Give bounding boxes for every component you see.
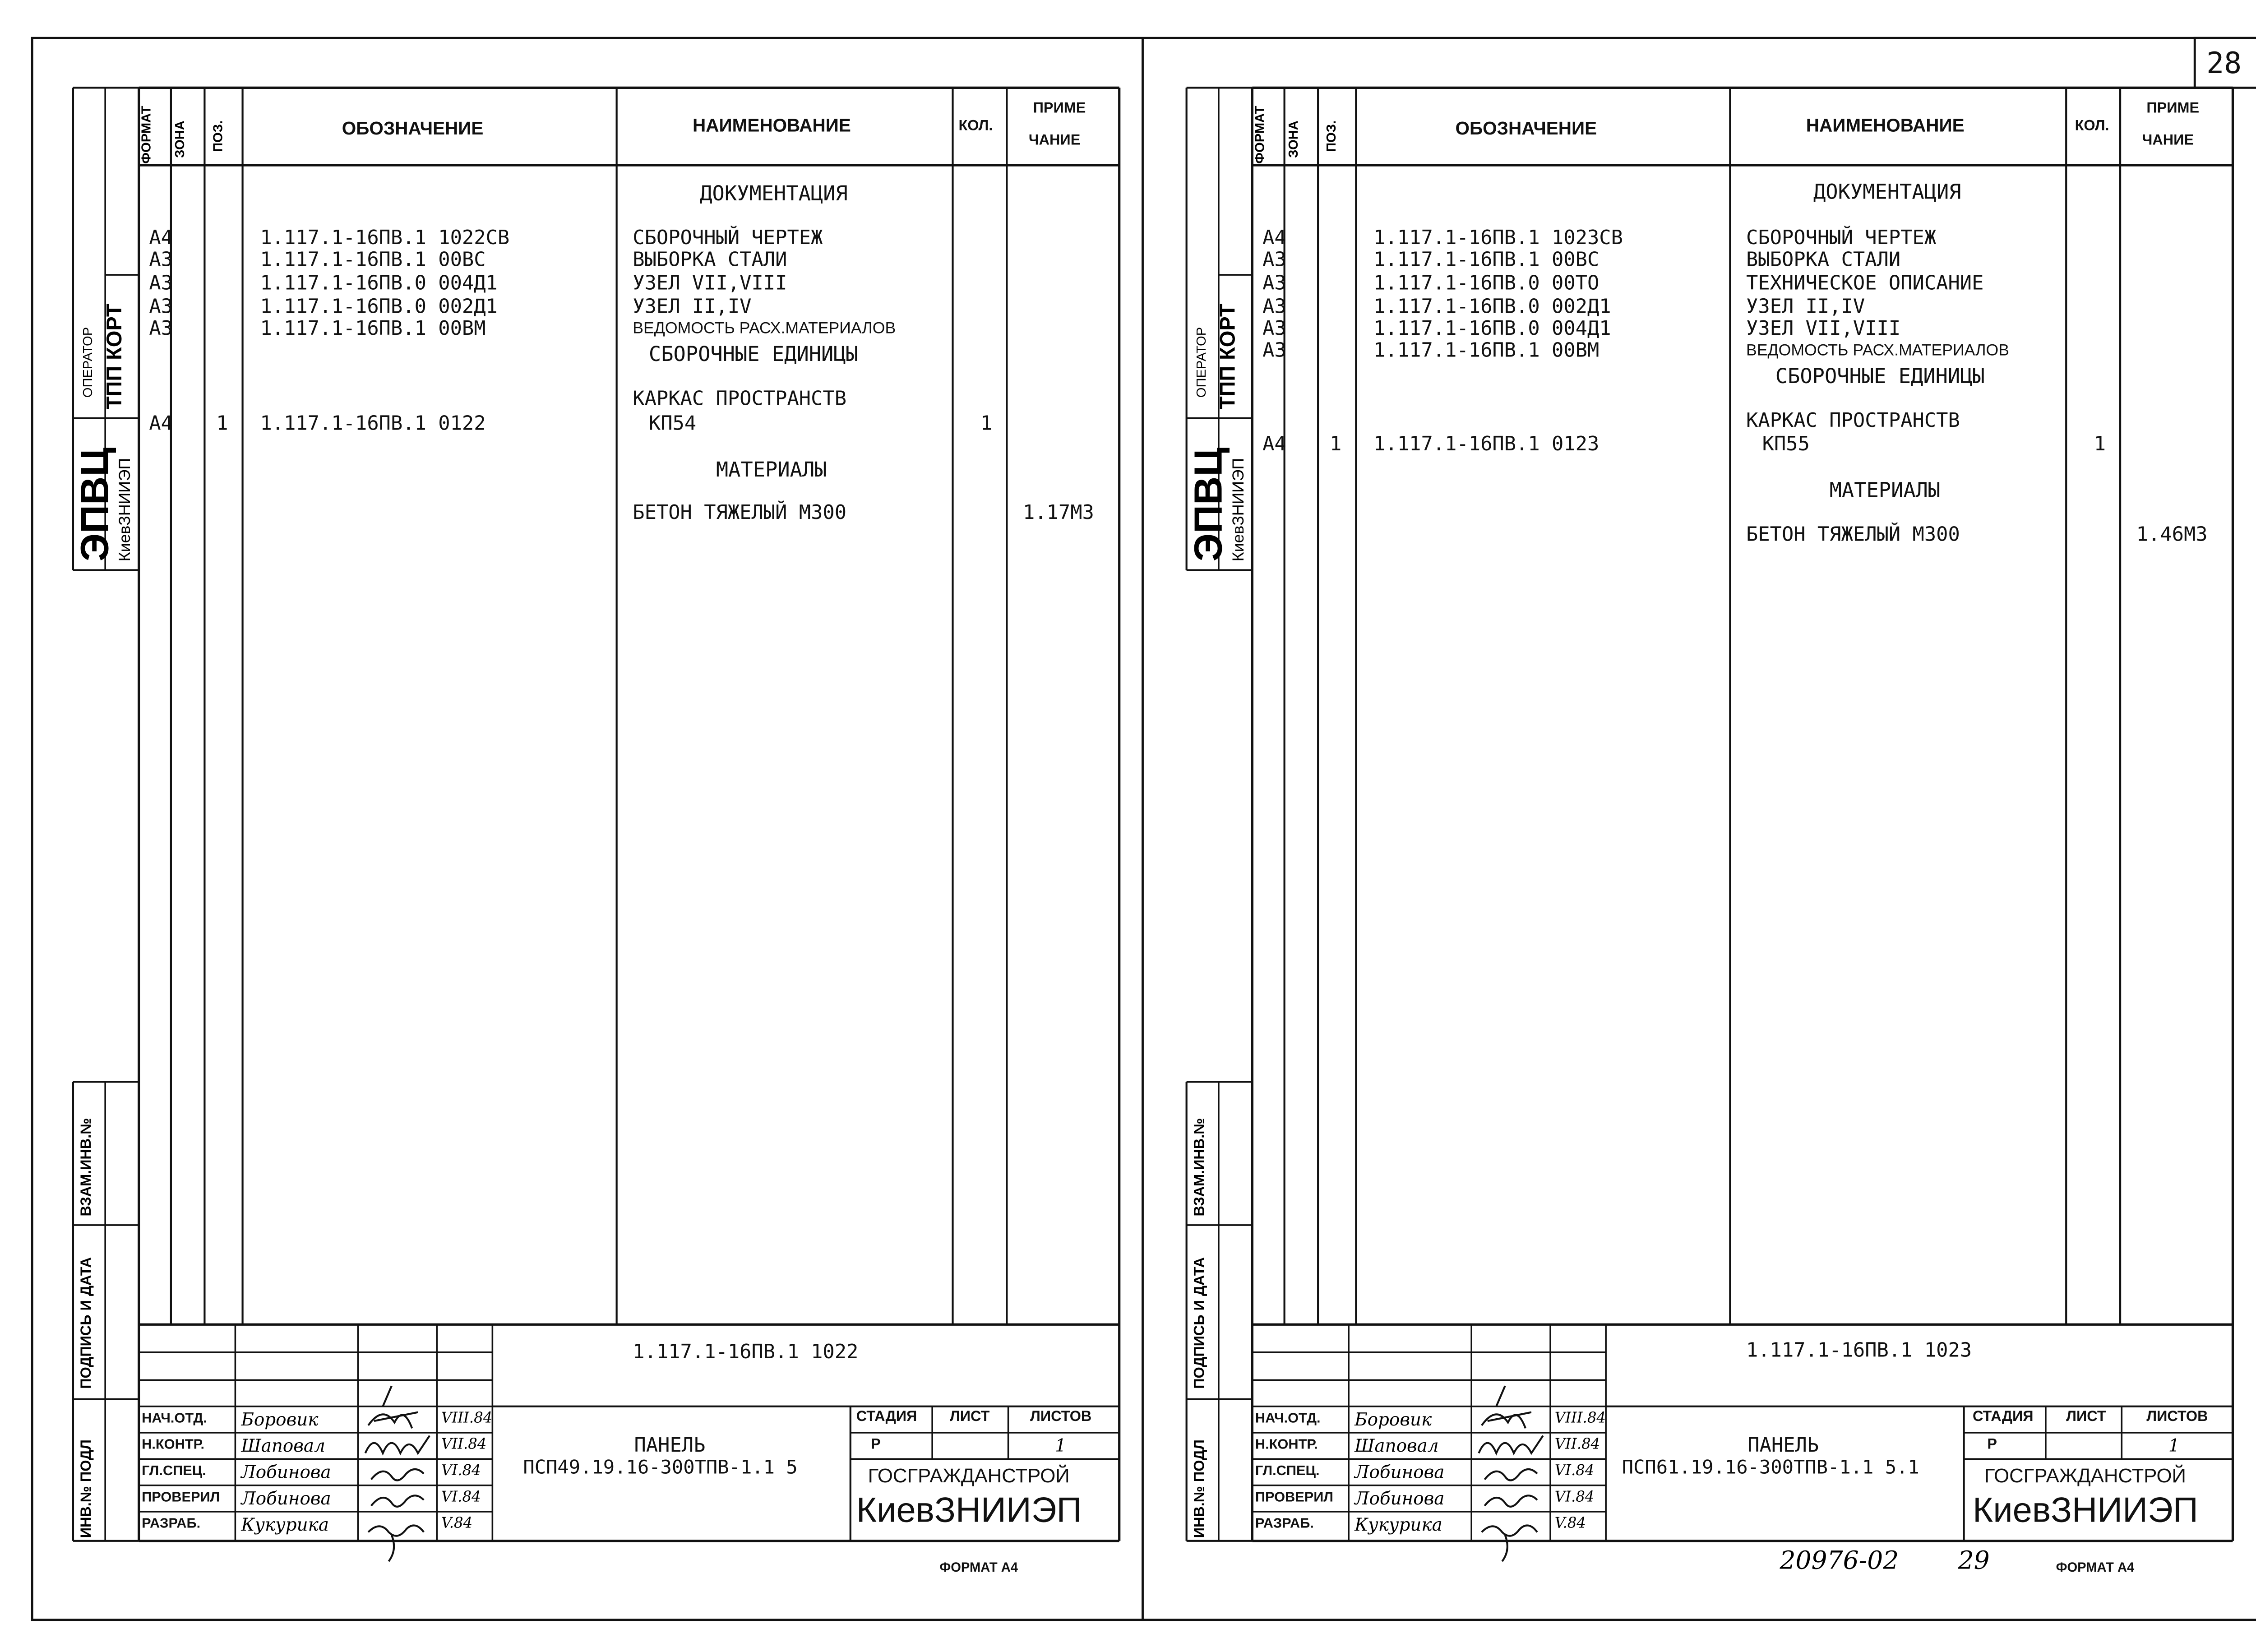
person-name: Шаповал — [1355, 1435, 1439, 1456]
doc-name: СБОРОЧНЫЙ ЧЕРТЕЖ — [1746, 227, 1937, 250]
header-designation: ОБОЗНАЧЕНИЕ — [1455, 118, 1597, 139]
doc-designation: 1.117.1-16ПВ.1 00ВМ — [1373, 339, 1600, 363]
sidebar-inv-podl: ИНВ.№ ПОДЛ — [79, 1439, 95, 1538]
doc-designation: 1.117.1-16ПВ.0 002Д1 — [260, 295, 498, 319]
sign-date: VII.84 — [1554, 1437, 1600, 1453]
header-zone: ЗОНА — [172, 120, 187, 158]
titleblock-name-1: ПАНЕЛЬ — [634, 1434, 706, 1458]
doc-name: СБОРОЧНЫЙ ЧЕРТЕЖ — [633, 227, 823, 250]
doc-format: А3 — [149, 295, 173, 319]
doc-name: ВЫБОРКА СТАЛИ — [1746, 248, 1901, 272]
doc-designation: 1.117.1-16ПВ.1 00ВМ — [260, 317, 486, 341]
person-name: Кукурика — [1355, 1514, 1442, 1535]
sidebar-inv-podl: ИНВ.№ ПОДЛ — [1192, 1439, 1209, 1538]
section-materials: МАТЕРИАЛЫ — [716, 459, 827, 483]
doc-designation: 1.117.1-16ПВ.0 004Д1 — [1373, 317, 1611, 341]
assembly-pos: 1 — [216, 412, 228, 436]
header-note-2: ЧАНИЕ — [2142, 133, 2194, 149]
section-assembly: СБОРОЧНЫЕ ЕДИНИЦЫ — [648, 343, 858, 367]
person-name: Шаповал — [241, 1435, 325, 1456]
role-label: РАЗРАБ. — [1255, 1516, 1314, 1532]
sign-date: VIII.84 — [1554, 1411, 1606, 1427]
doc-name: ВЕДОМОСТЬ РАСХ.МАТЕРИАЛОВ — [633, 320, 896, 338]
doc-designation: 1.117.1-16ПВ.1 00ВС — [260, 248, 486, 272]
assembly-designation: 1.117.1-16ПВ.1 0123 — [1373, 432, 1600, 456]
doc-name: УЗЕЛ VII,VIII — [633, 272, 787, 296]
sign-date: VI.84 — [441, 1463, 481, 1480]
format-label: ФОРМАТ А4 — [939, 1559, 1018, 1575]
sidebar-vzam-inv: ВЗАМ.ИНВ.№ — [1192, 1118, 1209, 1217]
org-main: КиевЗНИИЭП — [856, 1491, 1082, 1531]
format-label: ФОРМАТ А4 — [2056, 1559, 2135, 1575]
person-name: Лобинова — [1355, 1488, 1445, 1509]
doc-name: УЗЕЛ II,IV — [1746, 295, 1865, 319]
assembly-format: А4 — [1262, 432, 1286, 456]
org-main: КиевЗНИИЭП — [1972, 1491, 2198, 1531]
header-pos: ПОЗ. — [210, 120, 225, 152]
role-label: РАЗРАБ. — [142, 1516, 201, 1532]
titleblock-name-2: ПСП61.19.16-300ТПВ-1.1 5.1 — [1622, 1458, 1919, 1480]
doc-designation: 1.117.1-16ПВ.1 1023СВ — [1373, 227, 1623, 250]
doc-format: А3 — [1262, 248, 1286, 272]
doc-name: УЗЕЛ VII,VIII — [1746, 317, 1901, 341]
sidebar-operator-label: ОПЕРАТОР — [1193, 327, 1209, 398]
person-name: Кукурика — [241, 1514, 329, 1535]
bottom-stamp-sheet: 29 — [1958, 1546, 1990, 1576]
sidebar-podpis-data: ПОДПИСЬ И ДАТА — [1192, 1257, 1209, 1389]
stage-label: СТАДИЯ — [1972, 1409, 2034, 1425]
header-name: НАИМЕНОВАНИЕ — [1806, 115, 1965, 136]
doc-format: А3 — [149, 272, 173, 296]
assembly-name-2: КП54 — [648, 412, 697, 436]
sign-date: V.84 — [441, 1516, 473, 1532]
sheet-label: ЛИСТ — [950, 1409, 990, 1425]
doc-designation: 1.117.1-16ПВ.1 00ВС — [1373, 248, 1600, 272]
sidebar-vzam-inv: ВЗАМ.ИНВ.№ — [79, 1118, 95, 1217]
role-label: Н.КОНТР. — [142, 1437, 205, 1453]
doc-designation: 1.117.1-16ПВ.0 00ТО — [1373, 272, 1600, 296]
sidebar-org-small: КиевЗНИИЭП — [117, 458, 134, 562]
person-name: Боровик — [241, 1409, 319, 1430]
header-zone: ЗОНА — [1285, 120, 1301, 158]
stage-value: Р — [1987, 1437, 1997, 1453]
titleblock-code: 1.117.1-16ПВ.1 1023 — [1746, 1339, 1972, 1363]
doc-format: А3 — [1262, 317, 1286, 341]
sign-date: VI.84 — [441, 1490, 481, 1506]
doc-format: А4 — [149, 227, 173, 250]
sidebar-podpis-data: ПОДПИСЬ И ДАТА — [79, 1257, 95, 1389]
sign-date: VII.84 — [441, 1437, 487, 1453]
header-pos: ПОЗ. — [1324, 120, 1339, 152]
material-note: 1.46М3 — [2136, 523, 2208, 547]
person-name: Лобинова — [241, 1462, 331, 1483]
assembly-name-2: КП55 — [1762, 432, 1810, 456]
header-name: НАИМЕНОВАНИЕ — [693, 115, 851, 136]
org-top: ГОСГРАЖДАНСТРОЙ — [1984, 1465, 2186, 1487]
sidebar-operator-value: ТПП КОРТ — [1217, 304, 1241, 410]
section-documentation: ДОКУМЕНТАЦИЯ — [1813, 181, 1961, 205]
material-name: БЕТОН ТЯЖЕЛЫЙ М300 — [1746, 523, 1960, 547]
bottom-stamp: 20976-02 — [1780, 1546, 1899, 1576]
doc-name: ВЫБОРКА СТАЛИ — [633, 248, 787, 272]
doc-format: А4 — [1262, 227, 1286, 250]
titleblock-name-1: ПАНЕЛЬ — [1747, 1434, 1819, 1458]
sign-date: VI.84 — [1554, 1490, 1595, 1506]
assembly-designation: 1.117.1-16ПВ.1 0122 — [260, 412, 486, 436]
section-documentation: ДОКУМЕНТАЦИЯ — [700, 182, 848, 206]
sign-date: VIII.84 — [441, 1411, 493, 1427]
org-top: ГОСГРАЖДАНСТРОЙ — [868, 1465, 1070, 1487]
header-note-2: ЧАНИЕ — [1028, 133, 1081, 149]
titleblock-code: 1.117.1-16ПВ.1 1022 — [633, 1340, 859, 1364]
assembly-name-1: КАРКАС ПРОСТРАНСТВ — [1746, 409, 1960, 433]
sidebar-operator-label: ОПЕРАТОР — [80, 327, 95, 398]
doc-format: А3 — [1262, 295, 1286, 319]
section-materials: МАТЕРИАЛЫ — [1829, 479, 1941, 503]
doc-format: А3 — [1262, 339, 1286, 363]
assembly-name-1: КАРКАС ПРОСТРАНСТВ — [633, 387, 847, 411]
sheets-value: 1 — [2168, 1435, 2180, 1456]
role-label: НАЧ.ОТД. — [142, 1411, 207, 1427]
assembly-format: А4 — [149, 412, 173, 436]
header-format: ФОРМАТ — [1252, 106, 1267, 164]
doc-designation: 1.117.1-16ПВ.0 004Д1 — [260, 272, 498, 296]
page-number: 28 — [2206, 45, 2242, 81]
titleblock-name-2: ПСП49.19.16-300ТПВ-1.1 5 — [523, 1458, 798, 1480]
person-name: Лобинова — [241, 1488, 331, 1509]
sheets-label: ЛИСТОВ — [2146, 1409, 2208, 1425]
sidebar-org-big: ЭПВЦ — [1186, 447, 1230, 562]
person-name: Лобинова — [1355, 1462, 1445, 1483]
sidebar-org-small: КиевЗНИИЭП — [1230, 458, 1248, 562]
sheet-label: ЛИСТ — [2066, 1409, 2106, 1425]
sheets-value: 1 — [1055, 1435, 1066, 1456]
header-format: ФОРМАТ — [139, 106, 154, 164]
header-designation: ОБОЗНАЧЕНИЕ — [342, 118, 484, 139]
sidebar-operator-value: ТПП КОРТ — [103, 304, 127, 410]
stage-value: Р — [871, 1437, 881, 1453]
assembly-qty: 1 — [2094, 432, 2106, 456]
role-label: ПРОВЕРИЛ — [142, 1490, 220, 1506]
doc-designation: 1.117.1-16ПВ.0 002Д1 — [1373, 295, 1611, 319]
header-note-1: ПРИМЕ — [2146, 101, 2200, 117]
header-note-1: ПРИМЕ — [1033, 101, 1086, 117]
section-assembly: СБОРОЧНЫЕ ЕДИНИЦЫ — [1775, 365, 1985, 389]
doc-name: УЗЕЛ II,IV — [633, 295, 752, 319]
role-label: ПРОВЕРИЛ — [1255, 1490, 1334, 1506]
stage-label: СТАДИЯ — [856, 1409, 917, 1425]
doc-format: А3 — [149, 317, 173, 341]
assembly-qty: 1 — [980, 412, 993, 436]
role-label: Н.КОНТР. — [1255, 1437, 1318, 1453]
sign-date: V.84 — [1554, 1516, 1586, 1532]
sheets-label: ЛИСТОВ — [1030, 1409, 1092, 1425]
role-label: НАЧ.ОТД. — [1255, 1411, 1321, 1427]
doc-name: ТЕХНИЧЕСКОЕ ОПИСАНИЕ — [1746, 272, 1984, 296]
doc-format: А3 — [1262, 272, 1286, 296]
header-qty: КОЛ. — [2075, 118, 2109, 135]
header-qty: КОЛ. — [958, 118, 993, 135]
doc-designation: 1.117.1-16ПВ.1 1022СВ — [260, 227, 510, 250]
sign-date: VI.84 — [1554, 1463, 1595, 1480]
doc-format: А3 — [149, 248, 173, 272]
sidebar-org-big: ЭПВЦ — [73, 447, 117, 562]
material-name: БЕТОН ТЯЖЕЛЫЙ М300 — [633, 501, 847, 525]
role-label: ГЛ.СПЕЦ. — [142, 1463, 206, 1480]
material-note: 1.17М3 — [1022, 501, 1094, 525]
doc-name: ВЕДОМОСТЬ РАСХ.МАТЕРИАЛОВ — [1746, 342, 2010, 360]
person-name: Боровик — [1355, 1409, 1432, 1430]
role-label: ГЛ.СПЕЦ. — [1255, 1463, 1320, 1480]
assembly-pos: 1 — [1330, 432, 1342, 456]
